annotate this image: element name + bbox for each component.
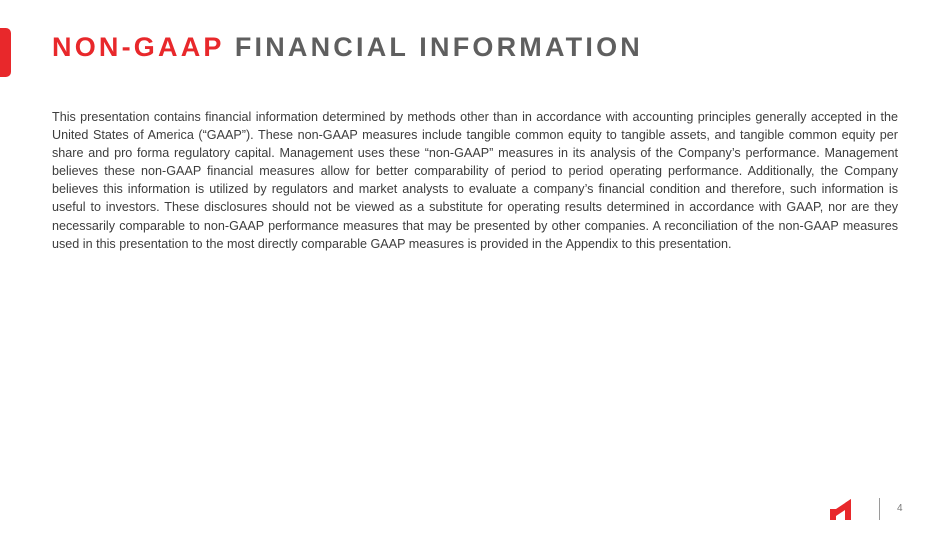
- disclosure-paragraph: This presentation contains financial information determined by methods other than in accordance with accounting principles generally accepted in the United States of America (“GAAP”). These non-GAAP measures include tangible common equity to tangible assets, and tangible common equity per share and pro forma regulatory capital. Management uses these “non-GAAP” measures in its analysis of the Company’s performance. Management believes these non-GAAP financial measures allow for better comparability of period to period operating performance. Additionally, the Company believes this information is utilized by regulators and market analysts to evaluate a company’s financial condition and therefore, such information is useful to investors. These disclosures should not be viewed as a substitute for operating results determined in accordance with GAAP, nor are they necessarily comparable to non-GAAP performance measures that may be presented by other companies. A reconciliation of the non-GAAP measures used in this presentation to the most directly comparable GAAP measures is provided in the Appendix to this presentation.: [52, 110, 898, 251]
- footer-divider: [879, 498, 880, 520]
- slide-title: [52, 30, 643, 64]
- title-accent-bar: [0, 28, 11, 77]
- logo-left-stem: [830, 509, 836, 520]
- slide-title-rest: FINANCIAL INFORMATION: [234, 32, 643, 62]
- company-logo-icon: [830, 497, 860, 521]
- slide-title-accent: NON-GAAP: [52, 32, 225, 62]
- page-number: 4: [897, 503, 903, 514]
- logo-right-stem: [845, 499, 851, 520]
